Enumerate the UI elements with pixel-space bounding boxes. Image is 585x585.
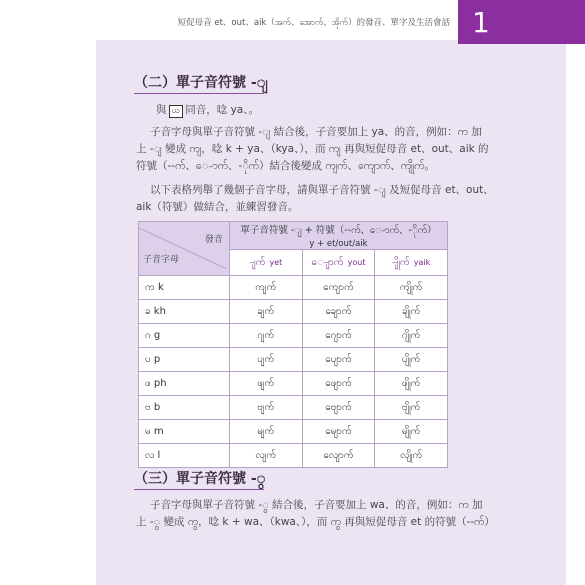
- ya-box: ယ: [169, 105, 184, 118]
- table-row: က k ကျက် ကျောက် ကျိုက်: [139, 276, 448, 300]
- section-2-underline: [134, 93, 264, 94]
- para1-line2: 上 -ျ 變成 ကျ，唸 k + ya、（kya、），而 ကျ 再與短促母音 et、out、aik 的: [136, 143, 489, 155]
- section-3-title: （三）單子音符號 -ွ: [134, 471, 266, 487]
- section-3-underline: [134, 489, 264, 490]
- column-header: -ျက် yet: [229, 250, 302, 276]
- section-3-line2: 上 -ွ 變成 ကွ，唸 k + wa、（kwa、），而 ကွ 再與短促母音 et 的符號（--က်）: [136, 516, 495, 528]
- para1-line3: 符號（--က်、ေ-ာက်、-ိုက်）結合後變成 ကျက်、ကျောက်、ကျိုက်。: [136, 160, 436, 172]
- table-row: ဖ ph ဖျက် ဖျောက် ဖျိုက်: [139, 372, 448, 396]
- section-3-line1: 子音字母與單子音符號 -ွ 結合後，子音要加上 wa、的音，例如：က 加: [150, 499, 483, 511]
- table-formula-header: [229, 222, 447, 250]
- table-corner: [139, 222, 230, 276]
- para1-line1: 子音字母與單子音符號 -ျ 結合後，子音要加上 ya、的音，例如：က 加: [150, 126, 482, 138]
- column-header: -ျိုက် yaik: [375, 250, 448, 276]
- table-row: ဗ b ဗျက် ဗျောက် ဗျိုက်: [139, 396, 448, 420]
- formula-latin: y + et/out/aik: [309, 239, 368, 249]
- table-row: မ m မျက် မျောက် မျိုက်: [139, 420, 448, 444]
- column-header: ေ-ျာက် yout: [302, 250, 375, 276]
- chapter-number: 1: [472, 5, 490, 39]
- consonant-table: [138, 221, 448, 468]
- chapter-tab: [458, 0, 585, 44]
- table-row: ခ kh ချက် ချောက် ချိုက်: [139, 300, 448, 324]
- intro-line: 與 ယ 同音，唸 ya、。: [156, 104, 259, 116]
- section-2-title: （二）單子音符號 -ျ: [134, 75, 268, 91]
- corner-label-consonant: 子音字母: [143, 255, 180, 265]
- table-row: လ l လျက် လျောက် လျိုက်: [139, 444, 448, 468]
- table-header-row-1: [139, 222, 448, 250]
- para2-line1: 以下表格列舉了幾個子音字母，請與單子音符號 -ျ 及短促母音 et、out、: [150, 184, 494, 196]
- running-header: 短促母音 et、out、aik（အက်、အောက်、အိုက်）的發音、單字及生活會話: [177, 18, 450, 28]
- corner-label-pronunciation: 發音: [204, 235, 223, 245]
- table-row: ဂ g ဂျက် ဂျောက် ဂျိုက်: [139, 324, 448, 348]
- formula-text: 單子音符號 -ျ + 符號（--က်、ေ-ာက်、-ိုက်）: [240, 225, 437, 236]
- table-row: ပ p ပျက် ပျောက် ပျိုက်: [139, 348, 448, 372]
- para2-line2: aik（符號）做結合，並練習發音。: [136, 201, 299, 213]
